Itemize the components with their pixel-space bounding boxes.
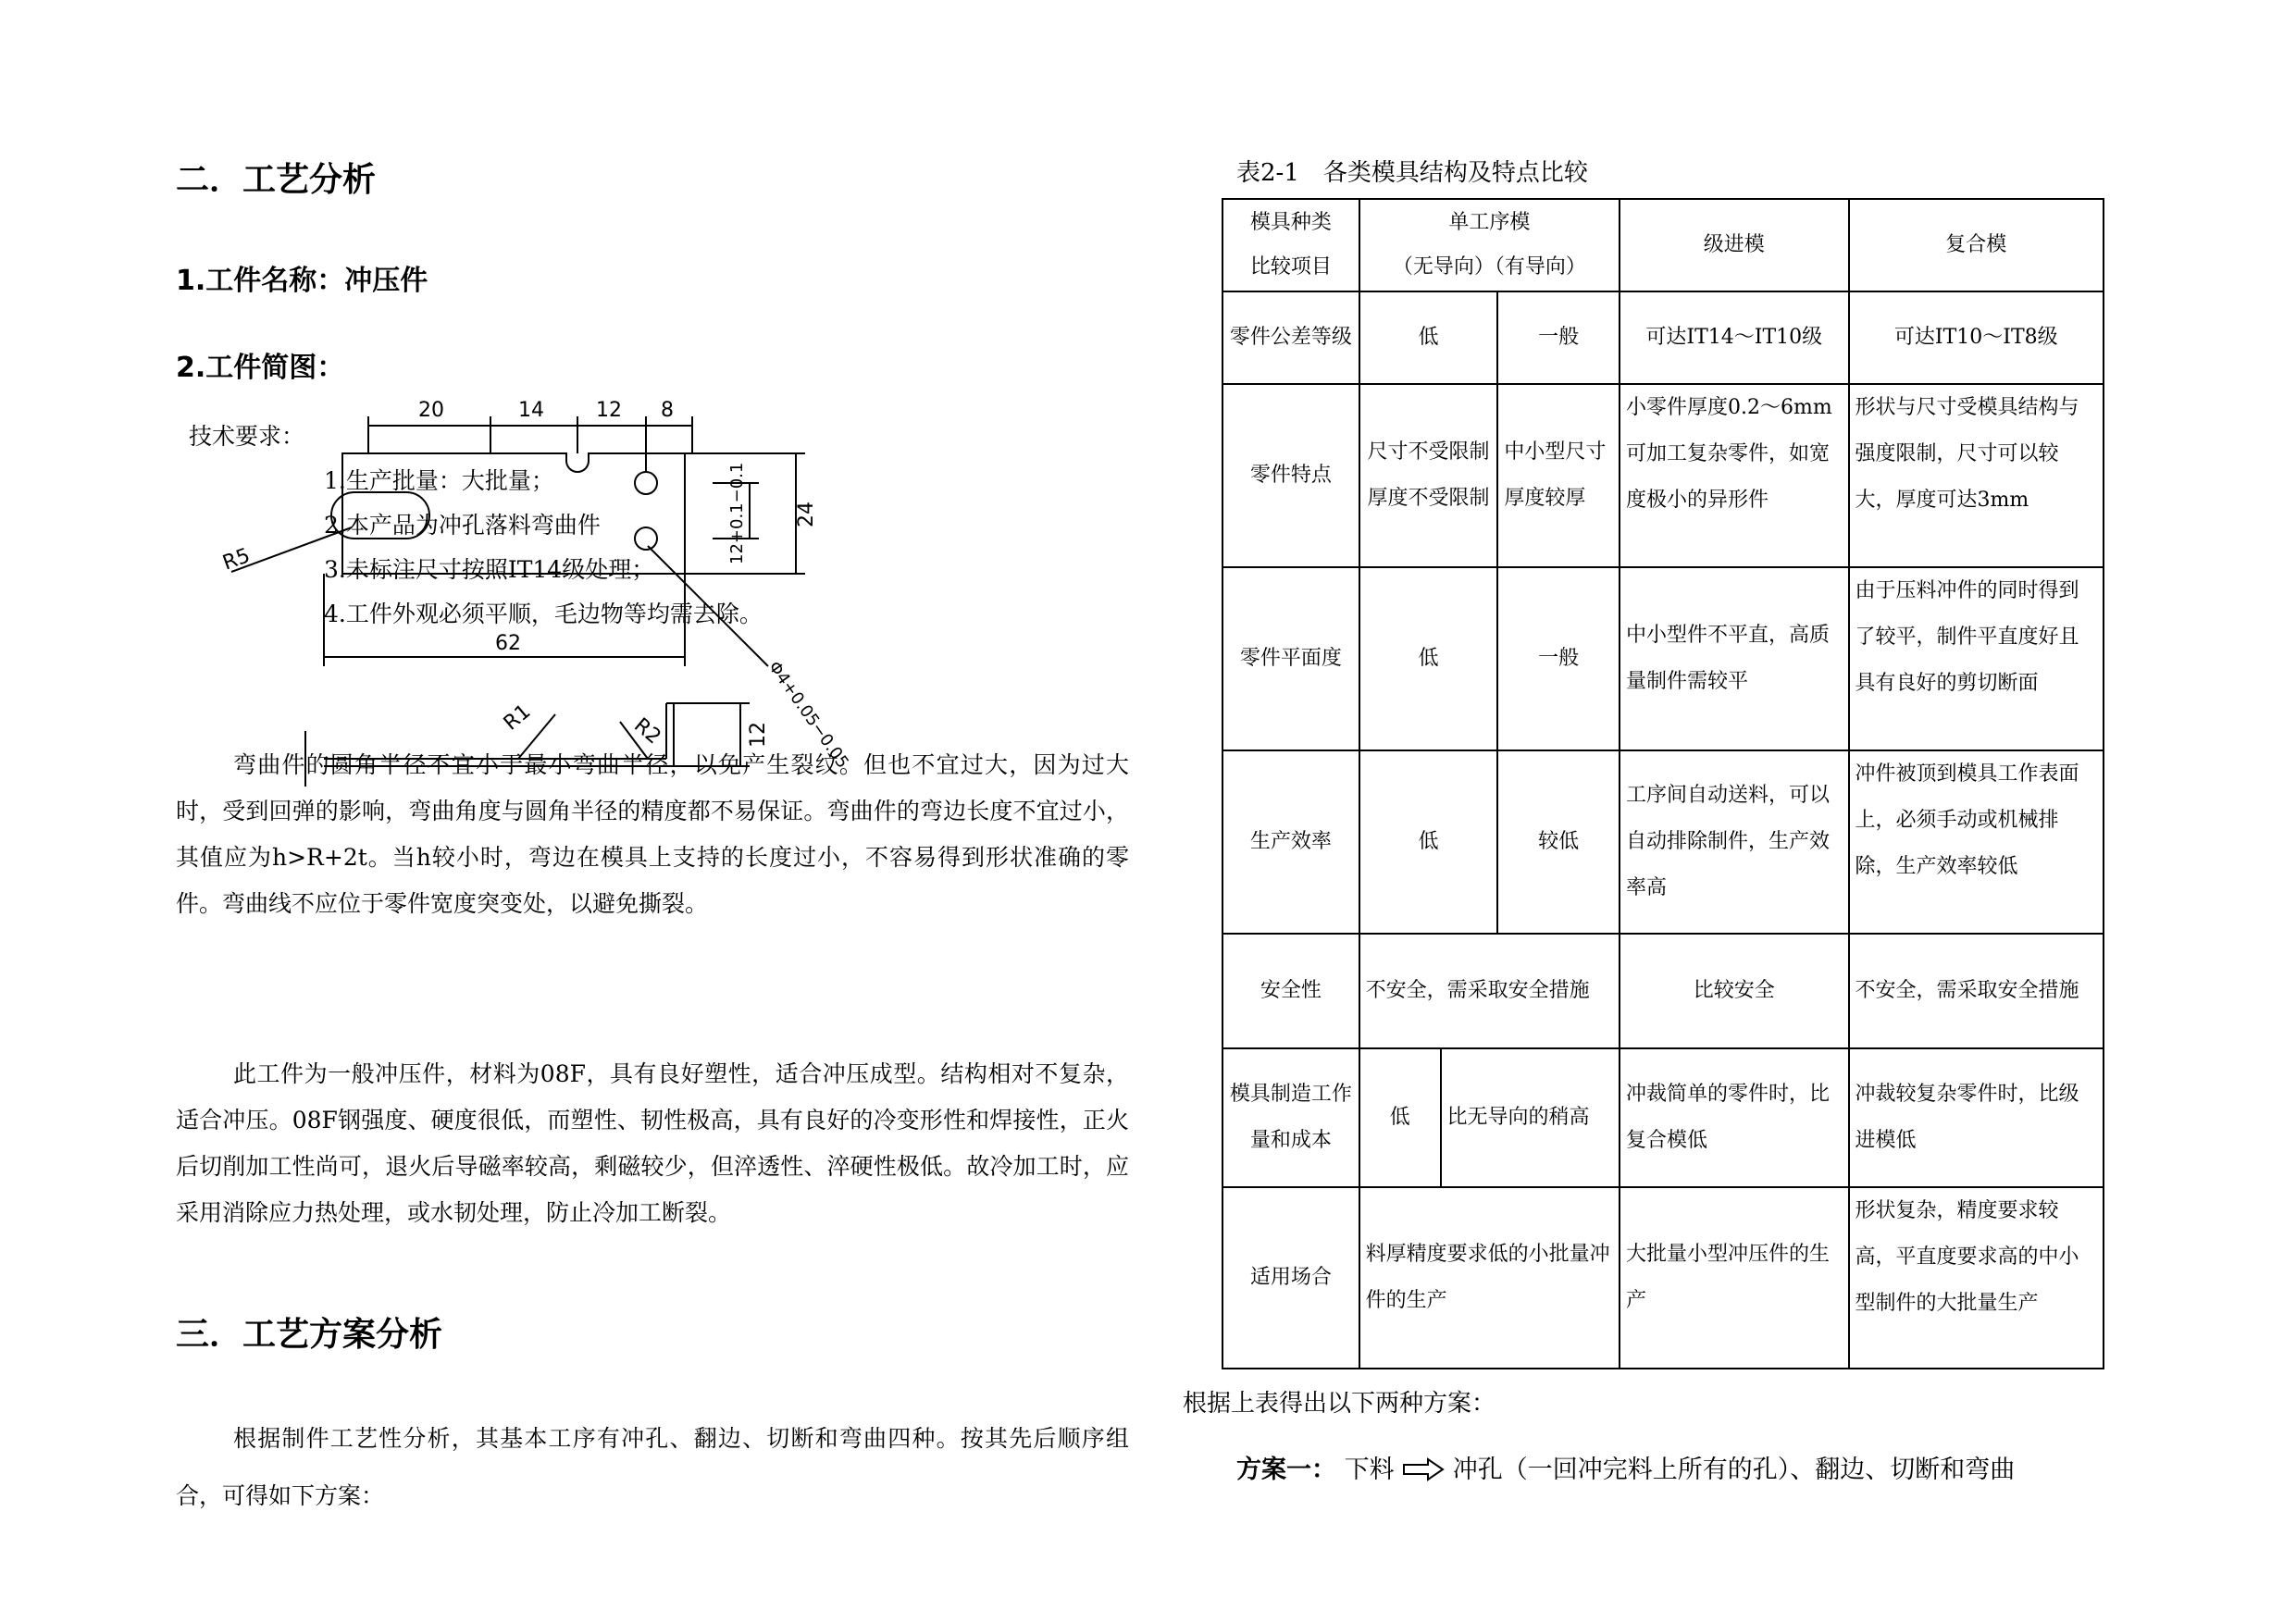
dim-12-tol: 12+0.1−0.1	[727, 462, 747, 564]
table-cell: 不安全，需采取安全措施	[1359, 934, 1620, 1048]
arrow-right-icon	[1402, 1457, 1445, 1481]
table-cell: 不安全，需采取安全措施	[1849, 934, 2104, 1048]
item2-title: 2.工件简图：	[176, 352, 345, 384]
table-cell: 比无导向的稍高	[1441, 1048, 1620, 1187]
dim-8: 8	[661, 399, 674, 422]
header-category: 模具种类 比较项目	[1222, 199, 1359, 291]
table-cell: 形状复杂，精度要求较高，平直度要求高的中小型制件的大批量生产	[1849, 1187, 2104, 1369]
mold-comparison-table	[1222, 198, 2104, 1369]
table-cell: 可达IT10～IT8级	[1849, 291, 2104, 384]
dim-14: 14	[518, 399, 544, 422]
table-row	[1222, 1048, 2104, 1187]
table-cell: 中小型尺寸厚度较厚	[1497, 384, 1620, 567]
requirement-4: 4.工件外观必须平顺，毛边物等均需去除。	[324, 601, 763, 627]
header-progressive-die: 级进模	[1620, 199, 1848, 291]
table-row	[1222, 567, 2104, 750]
table-cell: 由于压料冲件的同时得到了较平，制件平直度好且具有良好的剪切断面	[1849, 567, 2104, 750]
table-cell: 冲裁较复杂零件时，比级进模低	[1849, 1048, 2104, 1187]
table-row	[1222, 934, 2104, 1048]
table-caption: 表2-1 各类模具结构及特点比较	[1236, 159, 1588, 187]
header-compound-die: 复合模	[1849, 199, 2104, 291]
row-label: 适用场合	[1222, 1187, 1359, 1369]
section3-title: 三．工艺方案分析	[176, 1316, 443, 1354]
row-label: 生产效率	[1222, 750, 1359, 934]
table-cell: 工序间自动送料，可以自动排除制件，生产效率高	[1620, 750, 1848, 934]
table-cell: 尺寸不受限制厚度不受限制	[1359, 384, 1498, 567]
table-row	[1222, 199, 2104, 291]
table-row	[1222, 291, 2104, 384]
row-label: 零件特点	[1222, 384, 1359, 567]
row-label: 零件平面度	[1222, 567, 1359, 750]
plan1-line	[1236, 1449, 2015, 1485]
material-paragraph: 此工件为一般冲压件，材料为08F，具有良好塑性，适合冲压成型。结构相对不复杂，适合冲压。08F钢强度、硬度很低，而塑性、韧性极高，具有良好的冷变形性和焊接性，正火后切削加工性尚可，退火后导磁率较高，剩磁较少，但淬透性、淬硬性极低。故冷加工时，应采用消除应力热处理，或水韧处理，防止冷加工断裂。	[176, 1060, 1129, 1226]
table-cell: 料厚精度要求低的小批量冲件的生产	[1359, 1187, 1620, 1369]
dim-r1: R1	[499, 700, 536, 736]
table-cell: 冲裁简单的零件时，比复合模低	[1620, 1048, 1848, 1187]
plan-paragraph: 根据制件工艺性分析，其基本工序有冲孔、翻边、切断和弯曲四种。按其先后顺序组合，可得如下方案：	[176, 1425, 1129, 1509]
conclusion-text: 根据上表得出以下两种方案：	[1183, 1390, 1496, 1418]
table-cell: 低	[1359, 1048, 1441, 1187]
table-cell: 可达IT14～IT10级	[1620, 291, 1848, 384]
dim-12b: 12	[747, 722, 770, 748]
table-cell: 一般	[1497, 291, 1620, 384]
section2-title: 二．工艺分析	[176, 161, 377, 199]
dim-r2: R2	[629, 713, 665, 750]
dim-r5: R5	[219, 544, 254, 576]
requirement-1: 1.生产批量：大批量；	[324, 467, 554, 494]
table-cell: 低	[1359, 291, 1498, 384]
table-row	[1222, 750, 2104, 934]
plan1-label: 方案一：	[1236, 1456, 1336, 1484]
requirement-2: 2.本产品为冲孔落料弯曲件	[324, 512, 601, 539]
row-label: 安全性	[1222, 934, 1359, 1048]
dim-20: 20	[418, 399, 444, 422]
table-cell: 低	[1359, 567, 1498, 750]
header-single-die: 单工序模 （无导向）（有导向）	[1359, 199, 1620, 291]
dim-62: 62	[495, 632, 521, 655]
dim-12: 12	[596, 399, 622, 422]
table-cell: 一般	[1497, 567, 1620, 750]
dim-d4: Φ4+0.05−0.05	[763, 657, 853, 773]
table-row	[1222, 1187, 2104, 1369]
table-cell: 低	[1359, 750, 1498, 934]
table-cell: 中小型件不平直，高质量制件需较平	[1620, 567, 1848, 750]
table-cell: 大批量小型冲压件的生产	[1620, 1187, 1848, 1369]
row-label: 模具制造工作量和成本	[1222, 1048, 1359, 1187]
table-cell: 冲件被顶到模具工作表面上，必须手动或机械排除，生产效率较低	[1849, 750, 2104, 934]
plan1-text-b: 冲孔（一回冲完料上所有的孔）、翻边、切断和弯曲	[1452, 1456, 2016, 1484]
table-cell: 小零件厚度0.2～6mm可加工复杂零件，如宽度极小的异形件	[1620, 384, 1848, 567]
requirement-3: 3.未标注尺寸按照IT14级处理；	[324, 556, 655, 583]
table-row	[1222, 384, 2104, 567]
table-cell: 较低	[1497, 750, 1620, 934]
item1-title: 1.工件名称：冲压件	[176, 265, 428, 297]
row-label: 零件公差等级	[1222, 291, 1359, 384]
table-cell: 形状与尺寸受模具结构与强度限制，尺寸可以较大，厚度可达3mm	[1849, 384, 2104, 567]
tech-requirements-label: 技术要求：	[189, 423, 305, 450]
bending-paragraph: 弯曲件的圆角半径不宜小于最小弯曲半径，以免产生裂纹。但也不宜过大，因为过大时，受到回弹的影响，弯曲角度与圆角半径的精度都不易保证。弯曲件的弯边长度不宜过小，其值应为h>R+2t。当h较小时，弯边在模具上支持的长度过小，不容易得到形状准确的零件。弯曲线不应位于零件宽度突变处，以避免撕裂。	[176, 751, 1129, 917]
table-cell: 比较安全	[1620, 934, 1848, 1048]
dim-24: 24	[795, 502, 818, 527]
plan1-text-a: 下料	[1344, 1456, 1395, 1484]
